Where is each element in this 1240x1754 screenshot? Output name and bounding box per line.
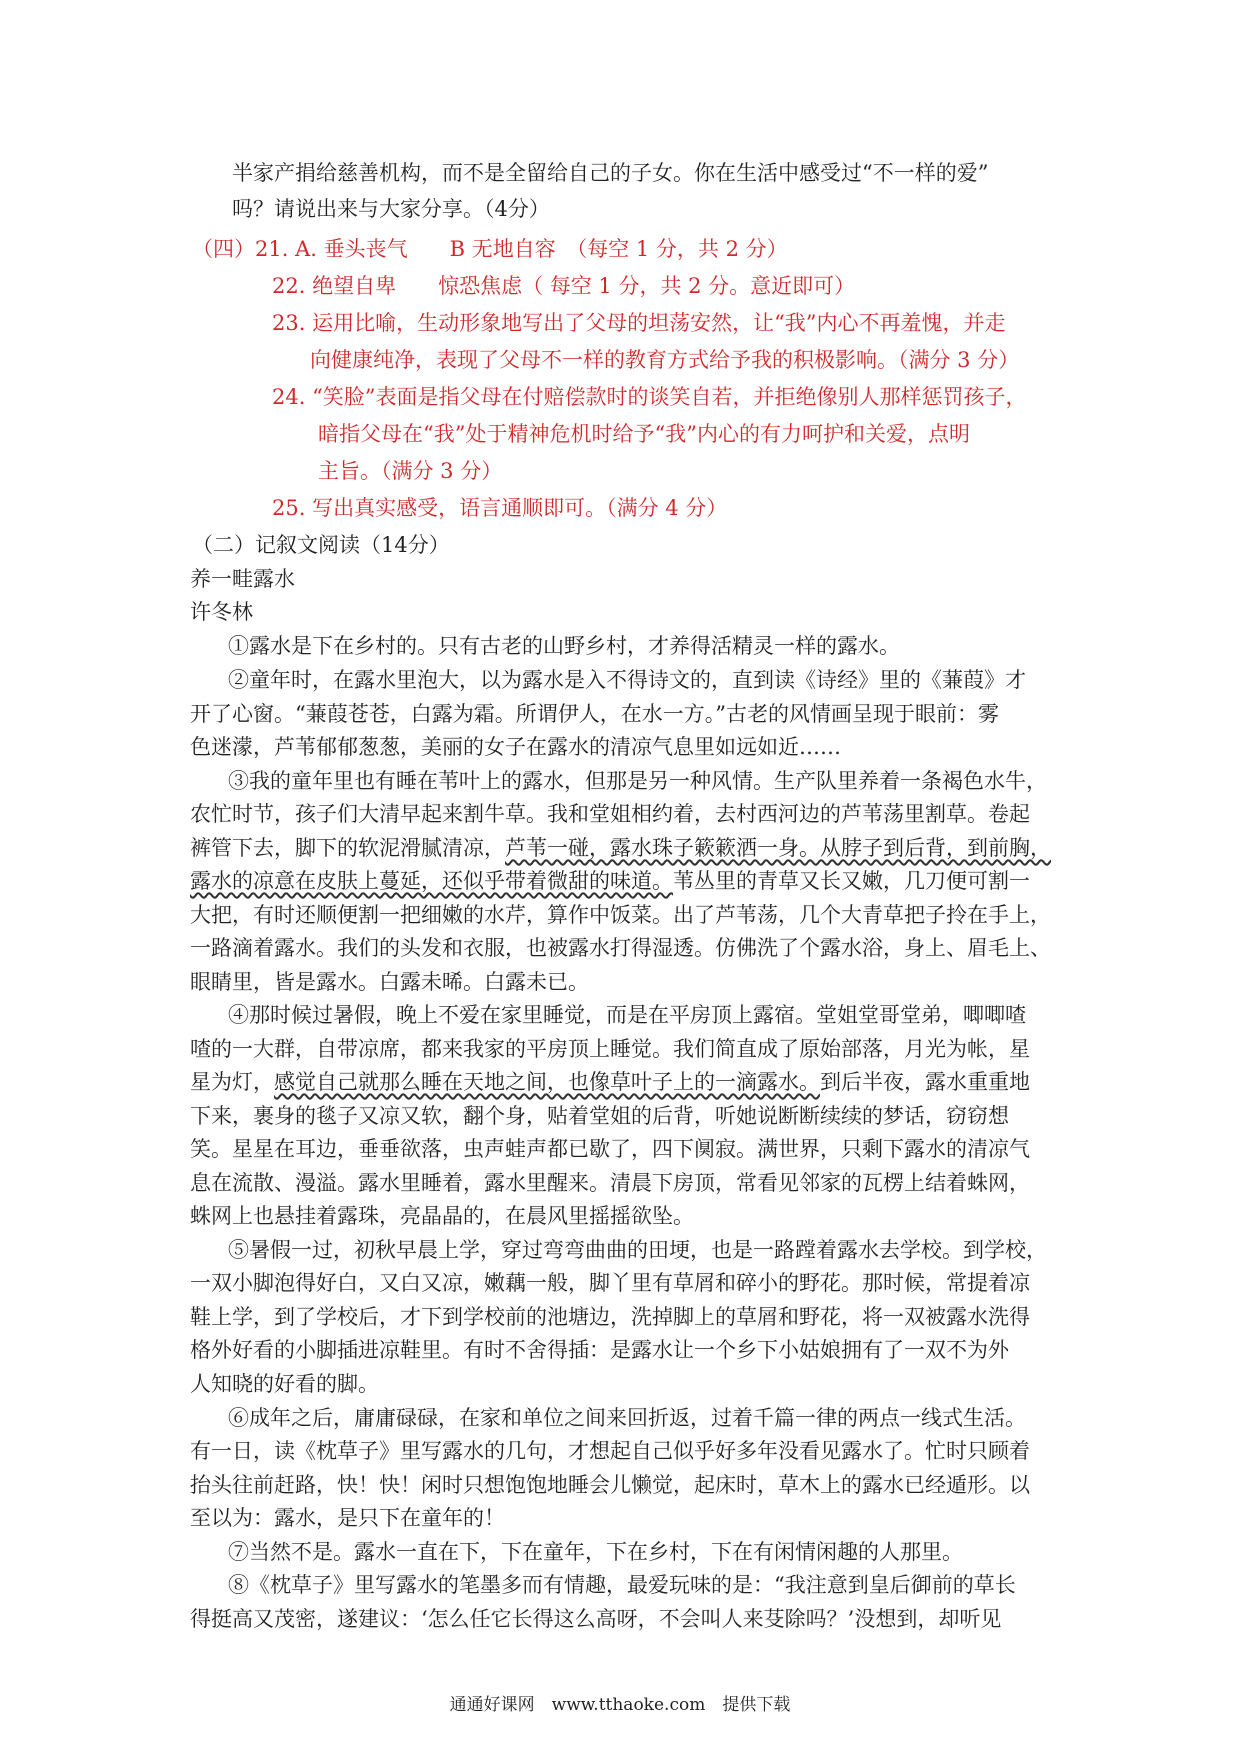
paragraph-3-line bbox=[190, 868, 1030, 894]
paragraph-3-line bbox=[190, 835, 1051, 861]
paragraph-4-line: ④那时候过暑假，晚上不爱在家里睡觉，而是在平房顶上露宿。堂姐堂哥堂弟，唧唧喳 bbox=[228, 1003, 1026, 1027]
paragraph-2-line: 色迷濛，芦苇郁郁葱葱，美丽的女子在露水的清凉气息里如远如近…… bbox=[190, 735, 841, 759]
paragraph-2-line: ②童年时，在露水里泡大，以为露水是入不得诗文的，直到读《诗经》里的《蒹葭》才 bbox=[228, 668, 1026, 692]
paragraph-8-line: 得挺高又茂密，遂建议：‘怎么任它长得这么高呀，不会叫人来芟除吗？’没想到，却听见 bbox=[190, 1607, 1002, 1631]
paragraph-5-line: 人知晓的好看的脚。 bbox=[190, 1372, 379, 1396]
paragraph-6-line: 至以为：露水，是只下在童年的！ bbox=[190, 1506, 505, 1530]
answer-23-line-1: 23. 运用比喻，生动形象地写出了父母的坦荡安然，让“我”内心不再羞愧，并走 bbox=[272, 311, 1006, 335]
paragraph-5-line: 格外好看的小脚插进凉鞋里。有时不舍得插：是露水让一个乡下小姑娘拥有了一双不为外 bbox=[190, 1338, 1009, 1362]
paragraph-text: 裤管下去，脚下的软泥滑腻清凉， bbox=[190, 836, 505, 860]
paragraph-5-line: 鞋上学，到了学校后，才下到学校前的池塘边，洗掉脚上的草屑和野花，将一双被露水洗得 bbox=[190, 1305, 1030, 1329]
paragraph-2-line: 开了心窗。“蒹葭苍苍，白露为霜。所谓伊人，在水一方。”古老的风情画呈现于眼前：雾 bbox=[190, 702, 999, 726]
answer-21: （四）21. A. 垂头丧气 B 无地自容 （每空 1 分，共 2 分） bbox=[192, 237, 788, 261]
page-footer: 通通好课网 www.tthaoke.com 提供下载 bbox=[449, 1695, 791, 1715]
underlined-sentence: 感觉自己就那么睡在天地之间，也像草叶子上的一滴露水。 bbox=[274, 1070, 820, 1094]
paragraph-text: 苇丛里的青草又长又嫩，几刀便可割一 bbox=[673, 869, 1030, 893]
underlined-sentence: 露水的凉意在皮肤上蔓延，还似乎带着微甜的味道。 bbox=[190, 869, 673, 893]
paragraph-text: 到后半夜，露水重重地 bbox=[820, 1070, 1030, 1094]
paragraph-text: 星为灯， bbox=[190, 1070, 274, 1094]
answer-24-line-3: 主旨。（满分 3 分） bbox=[318, 459, 503, 483]
underlined-sentence: 芦苇一碰，露水珠子簌簌洒一身。从脖子到后背，到前胸， bbox=[505, 836, 1051, 860]
paragraph-4-line: 息在流散、漫溢。露水里睡着，露水里醒来。清晨下房顶，常看见邻家的瓦楞上结着蛛网， bbox=[190, 1171, 1030, 1195]
paragraph-4-line: 下来，裹身的毯子又凉又软，翻个身，贴着堂姐的后背，听她说断断续续的梦话，窃窃想 bbox=[190, 1104, 1009, 1128]
paragraph-6-line: 抬头往前赶路，快！快！闲时只想饱饱地睡会儿懒觉，起床时，草木上的露水已经遁形。以 bbox=[190, 1473, 1030, 1497]
article-title: 养一畦露水 bbox=[190, 567, 295, 591]
paragraph-4-line bbox=[190, 1069, 1030, 1095]
paragraph-3-line: 眼睛里，皆是露水。白露未晞。白露未已。 bbox=[190, 970, 589, 994]
section-heading: （二）记叙文阅读（14分） bbox=[192, 533, 450, 557]
paragraph-5-line: 一双小脚泡得好白，又白又凉，嫩藕一般，脚丫里有草屑和碎小的野花。那时候，常提着凉 bbox=[190, 1271, 1030, 1295]
paragraph-5-line: ⑤暑假一过，初秋早晨上学，穿过弯弯曲曲的田埂，也是一路蹚着露水去学校。到学校， bbox=[228, 1238, 1047, 1262]
paragraph-4-line: 蛛网上也悬挂着露珠，亮晶晶的，在晨风里摇摇欲坠。 bbox=[190, 1204, 694, 1228]
answer-24-line-2: 暗指父母在“我”处于精神危机时给予“我”内心的有力呵护和关爱，点明 bbox=[318, 422, 970, 446]
question-text-line-1: 半家产捐给慈善机构，而不是全留给自己的子女。你在生活中感受过“不一样的爱” bbox=[232, 161, 989, 185]
question-text-line-2: 吗？请说出来与大家分享。（4分） bbox=[232, 197, 550, 221]
paragraph-4-line: 笑。星星在耳边，垂垂欲落，虫声蛙声都已歇了，四下阒寂。满世界，只剩下露水的清凉气 bbox=[190, 1137, 1030, 1161]
paragraph-7: ⑦当然不是。露水一直在下，下在童年，下在乡村，下在有闲情闲趣的人那里。 bbox=[228, 1540, 963, 1564]
paragraph-6-line: ⑥成年之后，庸庸碌碌，在家和单位之间来回折返，过着千篇一律的两点一线式生活。 bbox=[228, 1406, 1026, 1430]
paragraph-3-line: ③我的童年里也有睡在苇叶上的露水，但那是另一种风情。生产队里养着一条褐色水牛， bbox=[228, 769, 1047, 793]
paragraph-8-line: ⑧《枕草子》里写露水的笔墨多而有情趣，最爱玩味的是：“我注意到皇后御前的草长 bbox=[228, 1573, 1016, 1597]
paragraph-1: ①露水是下在乡村的。只有古老的山野乡村，才养得活精灵一样的露水。 bbox=[228, 634, 900, 658]
paragraph-4-line: 喳的一大群，自带凉席，都来我家的平房顶上睡觉。我们简直成了原始部落，月光为帐，星 bbox=[190, 1037, 1030, 1061]
paragraph-3-line: 大把，有时还顺便割一把细嫩的水芹，算作中饭菜。出了芦苇荡，几个大青草把子拎在手上， bbox=[190, 903, 1051, 927]
answer-23-line-2: 向健康纯净，表现了父母不一样的教育方式给予我的积极影响。（满分 3 分） bbox=[310, 348, 1020, 372]
paragraph-6-line: 有一日，读《枕草子》里写露水的几句，才想起自己似乎好多年没看见露水了。忙时只顾着 bbox=[190, 1439, 1030, 1463]
paragraph-3-line: 一路滴着露水。我们的头发和衣服，也被露水打得湿透。仿佛洗了个露水浴，身上、眉毛上、 bbox=[190, 936, 1051, 960]
paragraph-3-line: 农忙时节，孩子们大清早起来割牛草。我和堂姐相约着，去村西河边的芦苇荡里割草。卷起 bbox=[190, 802, 1030, 826]
answer-25: 25. 写出真实感受，语言通顺即可。（满分 4 分） bbox=[272, 496, 728, 520]
article-author: 许冬林 bbox=[190, 600, 253, 624]
answer-22: 22. 绝望自卑 惊恐焦虑（ 每空 1 分，共 2 分。意近即可） bbox=[272, 274, 856, 298]
answer-24-line-1: 24. “笑脸”表面是指父母在付赔偿款时的谈笑自若，并拒绝像别人那样惩罚孩子， bbox=[272, 385, 1027, 409]
